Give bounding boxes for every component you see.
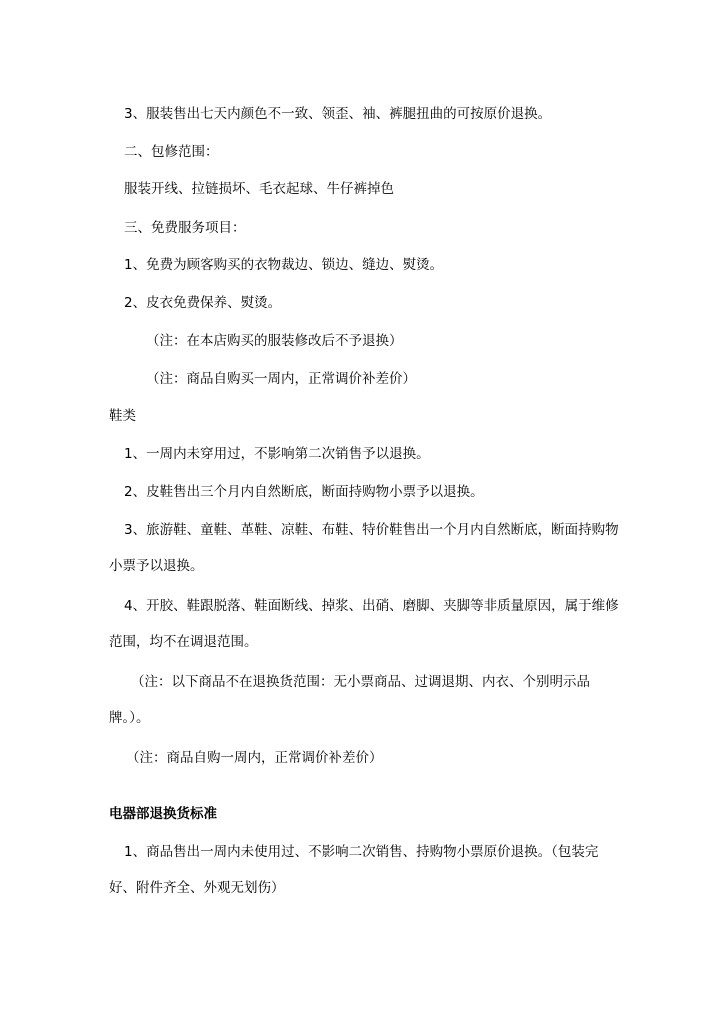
section-heading-repair-scope: 二、包修范围： (124, 144, 219, 160)
note-price-adjustment: （注：商品自购买一周内，正常调价补差价） (146, 371, 416, 387)
section-heading-free-services: 三、免费服务项目： (124, 220, 246, 236)
clothing-return-rule-3: 3、服装售出七天内颜色不一致、领歪、袖、裤腿扭曲的可按原价退换。 (124, 106, 552, 122)
electrical-rule-1: 1、商品售出一周内未使用过、不影响二次销售、持购物小票原价退换。（包装完好、附件齐全、外观无划伤） (109, 844, 599, 896)
shoe-rule-2: 2、皮鞋售出三个月内自然断底，断面持购物小票予以退换。 (124, 484, 484, 500)
free-service-2: 2、皮衣免费保养、熨烫。 (124, 295, 282, 311)
free-service-1: 1、免费为顾客购买的衣物裁边、锁边、缝边、熨烫。 (124, 257, 444, 273)
note-non-returnable-items: （注：以下商品不在退换货范围：无小票商品、过调退期、内衣、个别明示品牌。）。 (109, 674, 590, 726)
note-price-adjustment-shoes: （注：商品自购一周内，正常调价补差价） (126, 750, 383, 766)
section-heading-electrical: 电器部退换货标准 (109, 806, 217, 822)
repair-scope-items: 服装开线、拉链损坏、毛衣起球、牛仔裤掉色 (124, 181, 394, 197)
section-heading-shoes: 鞋类 (109, 408, 136, 424)
shoe-rule-1: 1、一周内未穿用过，不影响第二次销售予以退换。 (124, 446, 430, 462)
shoe-rule-3: 3、旅游鞋、童鞋、革鞋、凉鞋、布鞋、特价鞋售出一个月内自然断底，断面持购物小票予以退换。 (109, 522, 619, 574)
note-no-return-after-alteration: （注：在本店购买的服装修改后不予退换） (146, 333, 403, 349)
shoe-rule-4: 4、开胶、鞋跟脱落、鞋面断线、掉浆、出硝、磨脚、夹脚等非质量原因，属于维修范围，均不在调退范围。 (109, 598, 619, 650)
